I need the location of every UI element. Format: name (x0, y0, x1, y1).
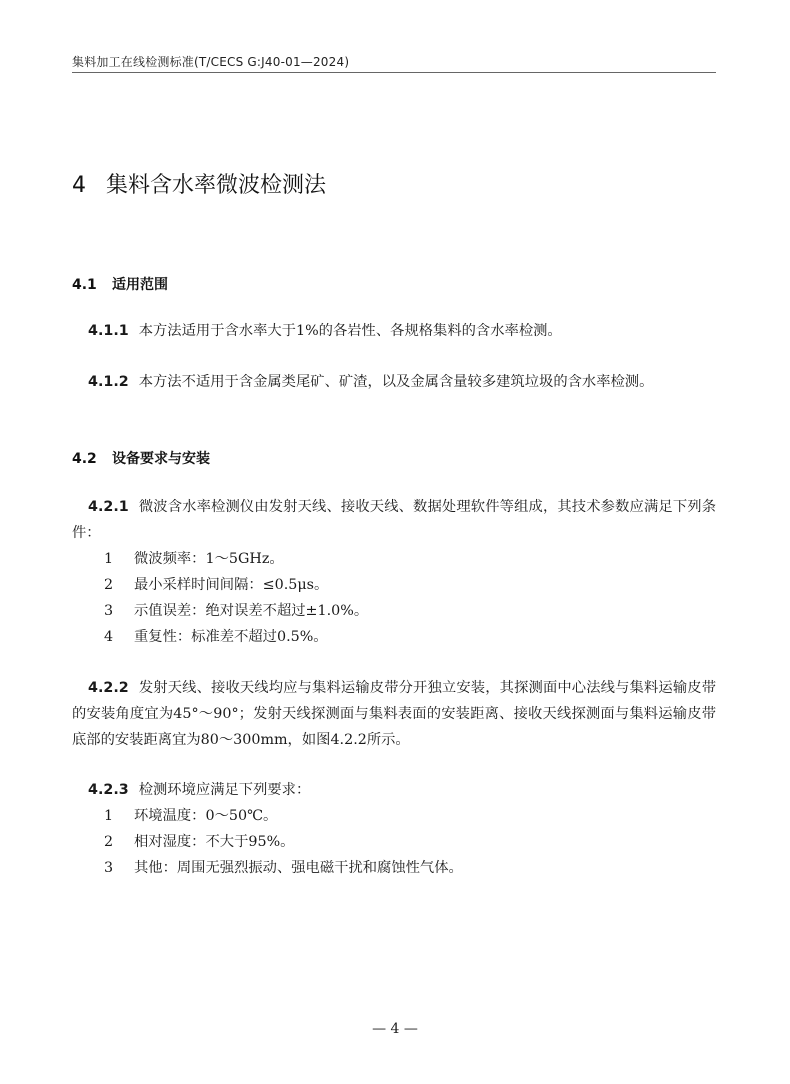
list-index: 2 (104, 577, 114, 593)
list-item (104, 829, 294, 855)
clause-4-2-3 (72, 777, 716, 803)
list-index: 1 (104, 551, 114, 567)
list-item (104, 546, 284, 572)
list-text: 微波频率：1～5GHz。 (134, 551, 284, 567)
list-text: 相对湿度：不大于95%。 (134, 834, 295, 850)
list-index: 3 (104, 860, 114, 876)
section-heading-4-2 (72, 448, 210, 468)
list-text: 示值误差：绝对误差不超过±1.0%。 (134, 603, 369, 619)
clause-number: 4.1.2 (88, 374, 129, 390)
list-index: 3 (104, 603, 114, 619)
clause-4-2-1 (72, 494, 716, 546)
clause-number: 4.2.2 (88, 680, 129, 696)
chapter-title (72, 168, 326, 199)
section-number: 4.2 (72, 451, 97, 467)
clause-number: 4.1.1 (88, 323, 129, 339)
header-divider (72, 72, 716, 73)
clause-4-2-2 (72, 675, 716, 753)
chapter-number: 4 (72, 173, 86, 198)
running-header: 集料加工在线检测标准(T/CECS G:J40-01—2024) (72, 55, 350, 69)
clause-text: 本方法适用于含水率大于1%的各岩性、各规格集料的含水率检测。 (138, 323, 562, 339)
list-text: 重复性：标准差不超过0.5%。 (134, 629, 328, 645)
section-heading-4-1 (72, 274, 168, 294)
list-index: 4 (104, 629, 114, 645)
clause-4-1-2 (72, 369, 716, 395)
list-item (104, 803, 277, 829)
clause-text: 本方法不适用于含金属类尾矿、矿渣，以及金属含量较多建筑垃圾的含水率检测。 (138, 374, 654, 390)
clause-text: 微波含水率检测仪由发射天线、接收天线、数据处理软件等组成，其技术参数应满足下列条件： (72, 499, 716, 541)
clause-number: 4.2.1 (88, 499, 129, 515)
list-index: 1 (104, 808, 114, 824)
clause-text: 检测环境应满足下列要求： (138, 782, 311, 798)
clause-4-1-1 (72, 318, 716, 344)
chapter-title-text: 集料含水率微波检测法 (106, 173, 327, 198)
clause-text: 发射天线、接收天线均应与集料运输皮带分开独立安装，其探测面中心法线与集料运输皮带的安装角度宜为45°～90°；发射天线探测面与集料表面的安装距离、接收天线探测面与集料运输皮带底部的安装距离宜为80～300mm，如图4.2.2所示。 (72, 680, 716, 748)
list-item (104, 572, 328, 598)
list-text: 环境温度：0～50℃。 (134, 808, 278, 824)
list-item (104, 598, 368, 624)
list-index: 2 (104, 834, 114, 850)
clause-number: 4.2.3 (88, 782, 129, 798)
list-text: 最小采样时间间隔：≤0.5μs。 (134, 577, 329, 593)
list-item (104, 624, 328, 650)
section-title: 设备要求与安装 (112, 451, 210, 467)
section-title: 适用范围 (112, 277, 168, 293)
section-number: 4.1 (72, 277, 97, 293)
list-text: 其他：周围无强烈振动、强电磁干扰和腐蚀性气体。 (134, 860, 463, 876)
page-number: — 4 — (372, 1021, 418, 1037)
list-item (104, 855, 463, 881)
